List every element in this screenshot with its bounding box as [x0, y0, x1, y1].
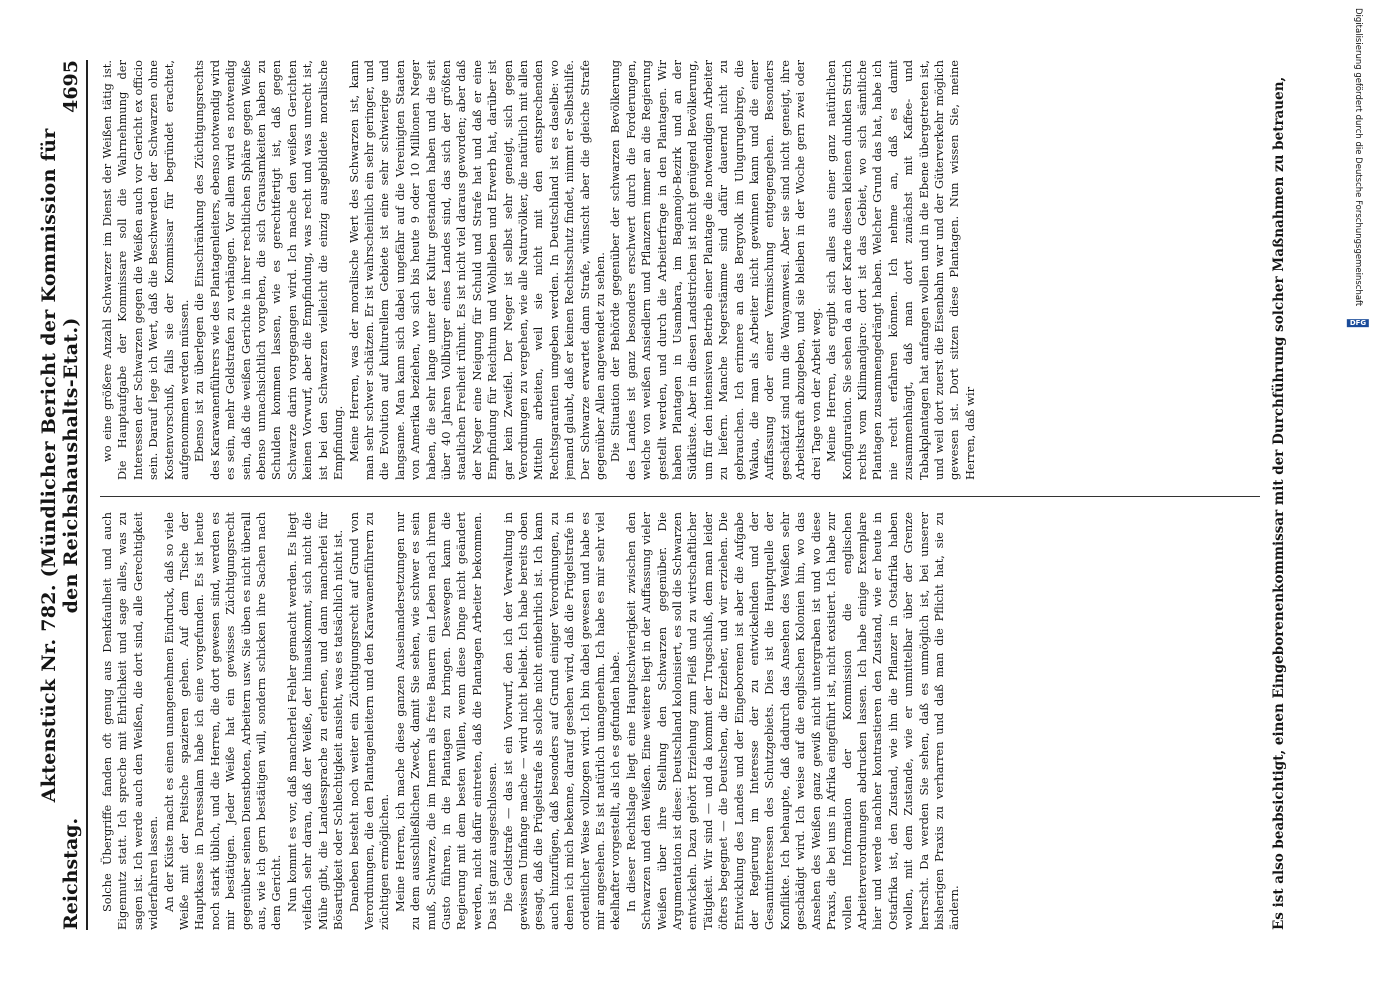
paragraph: Meine Herren, was der moralische Wert des Schwarzen ist, kann man sehr schwer schätzen. Er ist wahrscheinlich ein sehr geringer, und die Evolution auf kulturellem Gebiete ist eine sehr schwierige und langsame. Man kann sich dabei ungefähr auf die Vereinigten Staaten von Amerika beziehen, wo sich bis heute 9 oder 10 Millionen Neger haben, die sehr lange unter der Kultur gestanden haben und die seit über 40 Jahren Vollbürger eines Landes sind, das sich der größten staatlichen Freiheit rühmt. Es ist nicht viel daraus geworden; aber daß der Neger eine Neigung für Schuld und Strafe hat und daß er eine Empfindung für Reichtum und Wohlleben und Erwerb hat, darüber ist gar kein Zweifel. Der Neger ist selbst sehr geneigt, sich gegen Verordnungen zu vergehen, wie alle Naturvölker, die natürlich mit allen Mitteln arbeiten, weil sie nicht mit den entsprechenden Rechtsgarantien umgeben werden. In Deutschland ist es daselbe: wo jemand glaubt, daß er keinen Rechtsschutz findet, nimmt er Selbsthilfe. Der Schwarze erwartet dann Strafe, wünscht aber die gleiche Strafe gegenüber Allen angewendet zu sehen. [346, 60, 607, 480]
text-column-left [100, 512, 1260, 930]
paragraph: Meine Herren, ich mache diese ganzen Auseinandersetzungen nur zu dem ausschließlichen Zweck, damit Sie sehen, wie schwer es sein muß, Schwarze, die im Innern als freie Bauern ein Leben nach ihrem Gusto führen, in die Plantagen zu bringen. Deswegen kann die Regierung mit dem besten Willen, wenn diese Dinge nicht geändert werden, nicht dafür eintreten, daß die Plantagen Arbeiter bekommen. Das ist ganz ausgeschlossen. [392, 512, 500, 930]
paragraph: Solche Übergriffe fanden oft genug aus Denkfaulheit und auch Eigennutz statt. Ich spreche mit Ehrlichkeit und sage alles, was zu sagen ist. Ich werde auch den Weißen, die dort sind, alle Gerechtigkeit widerfahren lassen. [100, 512, 161, 930]
paragraph: An der Küste macht es einen unangenehmen Eindruck, daß so viele Weiße mit der Peitsche spazieren gehen. Auf dem Tische der Hauptkasse in Daressalam habe ich eine vorgefunden. Es ist heute noch stark üblich, und die Herren, die dort gewesen sind, werden es mir bestätigen. Jeder Weiße hat ein gewisses Züchtigungsrecht gegenüber seinen Dienstboten, Arbeitern usw. Sie üben es nicht überall aus, wie ich gern bestätigen will, sondern schicken ihre Sachen nach dem Gericht. [161, 512, 284, 930]
text-column-right [100, 60, 1260, 480]
column-divider [100, 496, 1260, 497]
digitization-credit [1350, 8, 1366, 1008]
paragraph: In dieser Rechtslage liegt eine Hauptschwierigkeit zwischen den Schwarzen und den Weißen. Eine weitere liegt in der Auffassung vieler Weißen über ihre Stellung den Schwarzen gegenüber. Die Argumentation ist diese: Deutschland kolonisiert, es soll die Schwarzen entwickeln. Dazu gehört Erziehung zum Fleiß und zu wirtschaftlicher Tätigkeit. Wir sind — und da kommt der Trugschluß, dem man leider öfters begegnet — die Deutschen, die Erzieher, und wir erziehen. Die Entwicklung des Landes und der Eingeborenen ist aber die Aufgabe der Regierung im Interesse der zu entwickelnden und der Gesamtinteressen des Schutzgebiets. Dies ist die Hauptquelle der Konflikte. Ich behaupte, daß dadurch das Ansehen des Weißen sehr geschädigt wird. Ich weise auf die englischen Kolonien hin, wo das Ansehen des Weißen ganz gewiß nicht untergraben ist und wo diese Praxis, die bei uns in Afrika eingeführt ist, nicht existiert. Ich habe zur vollen Information der Kommission die englischen Arbeiterverordnungen abdrucken lassen. Ich habe einige Exemplare hier und werde nachher kontrastieren den Zustand, wie er heute in Ostafrika ist, den Zustand, wie ihn die Pflanzer in Ostafrika haben wollen, mit dem Zustande, wie er unmittelbar über der Grenze herrscht. Da werden Sie sehen, daß es unmöglich ist, bei unserer bisherigen Praxis zu verharren und daß man die Pflicht hat, sie zu ändern. [623, 512, 962, 930]
page-number: 4695 [60, 60, 82, 113]
paragraph: Daneben besteht noch weiter ein Züchtigungsrecht auf Grund von Verordnungen, die den Plantagenleitern und den Karawanenführern zu züchtigen ermöglichen. [346, 512, 392, 930]
credit-text: Digitalisierung gefördert durch die Deutsche Forschungsgemeinschaft [1353, 8, 1363, 307]
paragraph: Meine Herren, das ergibt sich alles aus einer ganz natürlichen Konfiguration. Sie sehen da an der Karte diesen kleinen dunklen Strich rechts vom Kilimandjaro: dort ist das Gebiet, wo sich sämtliche Plantagen zusammengedrängt haben. Welcher Grund das hat, habe ich nie recht erfahren können. Ich nehme an, daß es damit zusammenhängt, daß man dort zunächst mit Kaffee- und Tabakplantagen hat anfangen wollen und in die Ebene übergetreten ist, und weil dort zuerst die Eisenbahn war und der Güterverkehr möglich gewesen ist. Dort sitzen diese Plantagen. Nun wissen Sie, meine Herren, daß wir [824, 60, 977, 480]
paragraph: Nun kommt es vor, daß mancherlei Fehler gemacht werden. Es liegt vielfach sehr daran, daß der Weiße, der hinauskommt, sich nicht die Mühe gibt, die Landessprache zu erlernen, und dann mancherlei für Bösartigkeit oder Schlechtigkeit ansieht, was es tatsächlich nicht ist. [284, 512, 346, 930]
paragraph: Ebenso ist zu überlegen die Einschränkung des Züchtigungsrechts des Karawanenführers wie des Plantagenleiters, ebenso notwendig wird es sein, mehr Geldstrafen zu verhängen. Vor allem wird es notwendig sein, daß die weißen Gerichte in ihrer rechtlichen Sphäre gegen Weiße ebenso unnachsichtlich vorgehen, die sich Grausamkeiten haben zu Schulden kommen lassen, wie es gerechtfertigt ist, daß gegen Schwarze darin vorgegangen wird. Ich mache den weißen Gerichten keinen Vorwurf, aber die Empfindung, was recht und was unrecht ist, ist bei den Schwarzen vielleicht die einzig ausgebildete moralische Empfindung. [192, 60, 346, 480]
dfg-logo: DFG [1347, 319, 1369, 327]
paragraph: wo eine größere Anzahl Schwarzer im Dienst der Weißen tätig ist. Die Hauptaufgabe der Kommissare soll die Wahrnehmung der Interessen der Schwarzen gegen die Weißen auch vor Gericht ex officio sein. Darauf lege ich Wert, daß die Beschwerden der Schwarzen ohne Kostenvorschuß, falls sie der Kommissar für begründet erachtet, aufgenommen werden müssen. [100, 60, 192, 480]
header-left: Reichstag. [60, 817, 82, 930]
footer-bold-line: Es ist also beabsichtigt, einen Eingeborenenkommissar mit der Durchführung solcher Maßnahmen zu betrauen, [1271, 76, 1287, 930]
page-header [38, 60, 88, 930]
header-title: Aktenstück Nr. 782. (Mündlicher Bericht der Kommission für den Reichshaushalts-Etat.) [38, 128, 82, 803]
paragraph: Die Geldstrafe — das ist ein Vorwurf, den ich der Verwaltung in gewissem Umfange mache — wird nicht beliebt. Ich habe bereits oben gesagt, daß die Prügelstrafe als solche nicht entbehrlich ist. Ich kann auch hinzufügen, daß besonders auf Grund einiger Verordnungen, zu denen ich mich bekenne, darauf gesehen wird, daß die Prügelstrafe in ordentlicher Weise vollzogen wird. Ich bin dabei gewesen und habe es mir angesehen. Es ist natürlich unangenehm. Ich habe es mir sehr viel ekelhafter vorgestellt, als ich es gefunden habe. [500, 512, 623, 930]
paragraph: Die Situation der Behörde gegenüber der schwarzen Bevölkerung des Landes ist ganz besonders erschwert durch die Forderungen, welche von weißen Ansiedlern und Pflanzern immer an die Regierung gestellt werden, und durch die Arbeiterfrage in den Plantagen. Wir haben Plantagen in Usambara, im Bagamojo-Bezirk und an der Südküste. Aber in diesen Landstrichen ist nicht genügend Bevölkerung, um für den intensiven Betrieb einer Plantage die notwendigen Arbeiter zu liefern. Manche Negerstämme sind dafür dauernd nicht zu gebrauchen. Ich erinnere an das Bergvolk im Ulugurugebirge, die Wakua, die man als Arbeiter nicht gewinnen kann und die einer Auffassung oder einer Vermischung entgegengehen. Besonders geschätzt sind nun die Wanyamwesi. Aber sie sind nicht geneigt, ihre Arbeitskraft abzugeben, und sie bleiben in der Woche gern zwei oder drei Tage von der Arbeit weg. [608, 60, 823, 480]
